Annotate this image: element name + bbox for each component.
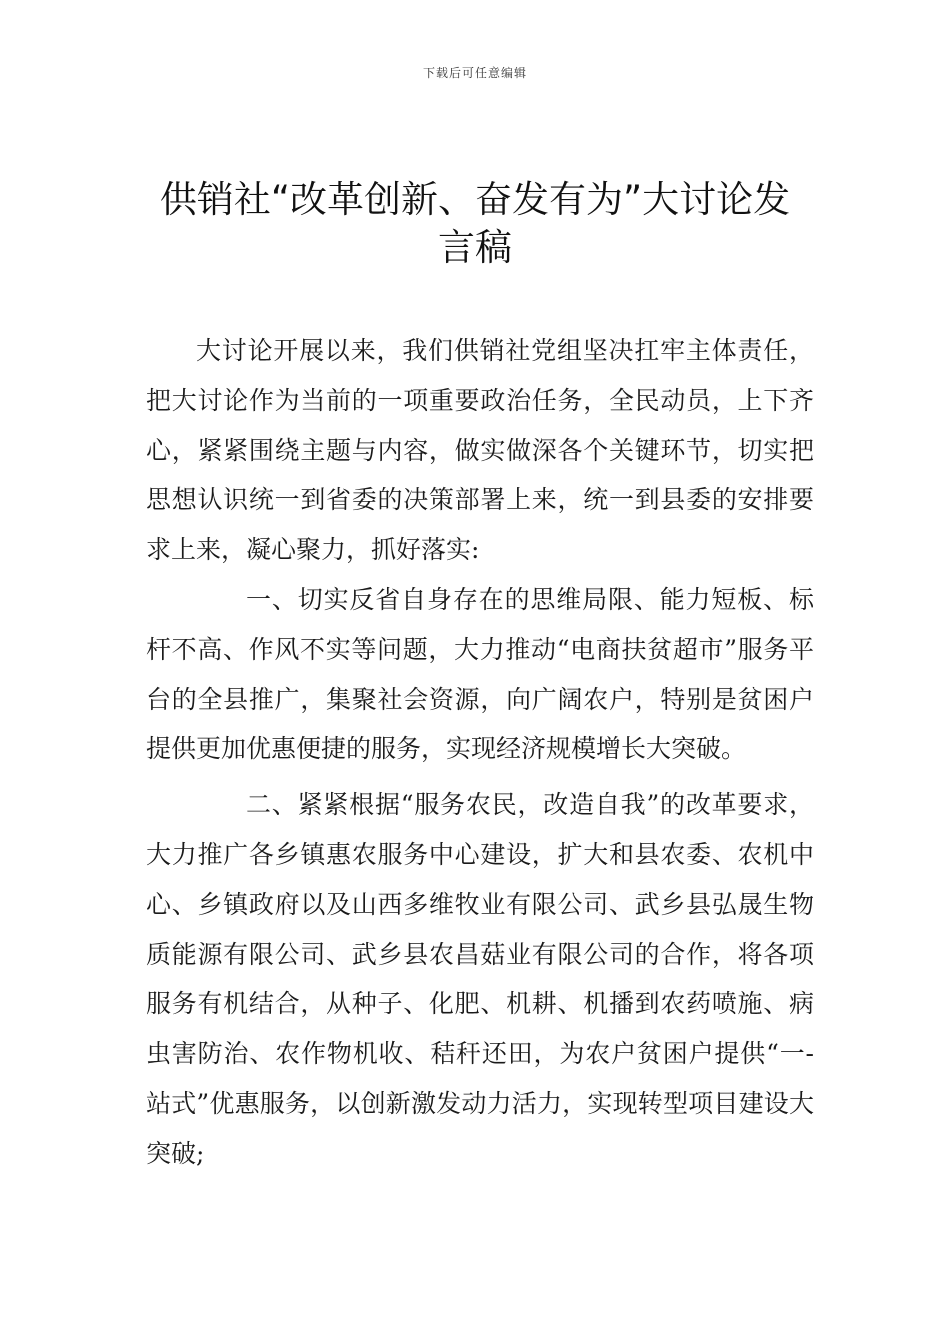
paragraph-point-2: 二、紧紧根据“服务农民，改造自我”的改革要求，大力推广各乡镇惠农服务中心建设，扩大和县农委、农机中心、乡镇政府以及山西多维牧业有限公司、武乡县弘晟生物质能源有限公司、武乡县农昌菇业有限公司的合作，将各项服务有机结合，从种子、化肥、机耕、机播到农药喷施、病虫害防治、农作物机收、秸秆还田，为农户贫困户提供“一-站式”优惠服务，以创新激发动力活力，实现转型项目建设大突破; <box>146 790 814 1168</box>
title-line-1: 供销社“改革创新、奋发有为”大讨论发 <box>159 178 791 221</box>
header-note: 下载后可任意编辑 <box>422 66 527 80</box>
paragraph-intro: 大讨论开展以来，我们供销社党组坚决扛牢主体责任，把大讨论作为当前的一项重要政治任务，全民动员，上下齐心，紧紧围绕主题与内容，做实做深各个关键环节，切实把思想认识统一到省委的决策部署上来，统一到县委的安排要求上来，凝心聚力，抓好落实: <box>146 336 814 565</box>
document-title <box>120 176 830 272</box>
document-body <box>146 326 814 1179</box>
paragraph-point-1: 一、切实反省自身存在的思维局限、能力短板、标杆不高、作风不实等问题，大力推动“电商扶贫超市”服务平台的全县推广，集聚社会资源，向广阔农户，特别是贫困户提供更加优惠便捷的服务，实现经济规模增长大突破。 <box>146 584 814 764</box>
title-line-2: 言稿 <box>438 226 512 269</box>
